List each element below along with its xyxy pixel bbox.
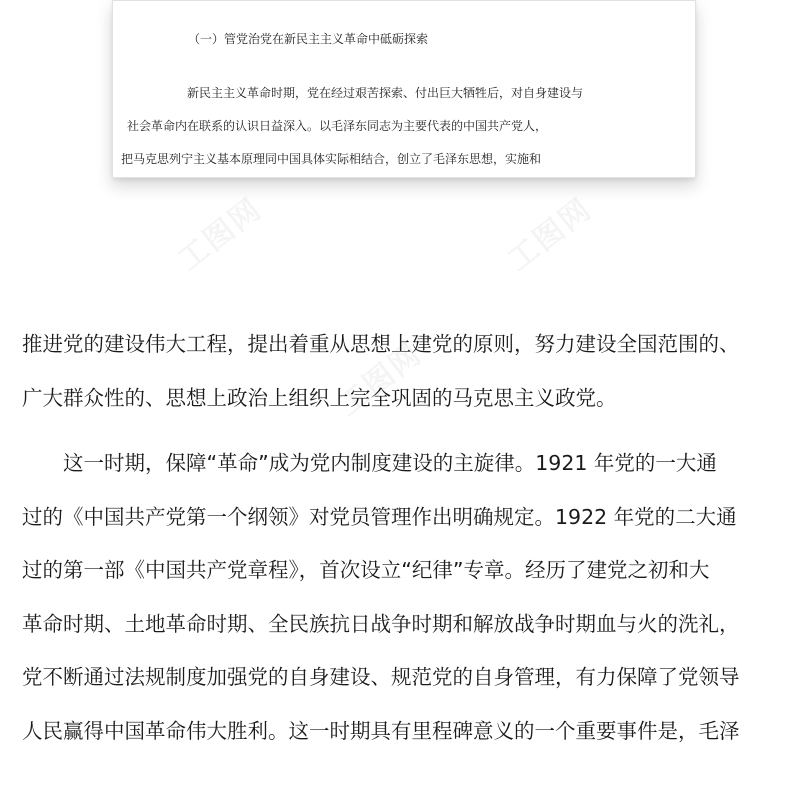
text-line: 推进党的建设伟大工程，提出着重从思想上建党的原则，努力建设全国范围的、 (22, 332, 740, 356)
text-line: 过的《中国共产党第一个纲领》对党员管理作出明确规定。1922 年党的二大通 (22, 504, 737, 529)
section-heading: （一）管党治党在新民主主义革命中砥砺探索 (188, 32, 429, 46)
watermark (497, 185, 600, 279)
preview-line: 社会革命内在联系的认识日益深入。以毛泽东同志为主要代表的中国共产党人， (127, 119, 548, 133)
text-line: 党不断通过法规制度加强党的自身建设、规范党的自身管理，有力保障了党领导 (22, 665, 740, 689)
text-line: 这一时期，保障“革命”成为党内制度建设的主旋律。1921 年党的一大通 (63, 451, 717, 475)
watermark (167, 185, 270, 279)
document-preview-card (112, 0, 696, 178)
text-line: 革命时期、土地革命时期、全民族抗日战争时期和解放战争时期血与火的洗礼， (22, 611, 740, 636)
document-body (22, 318, 782, 758)
preview-line: 新民主主义革命时期，党在经过艰苦探索、付出巨大牺牲后，对自身建设与 (187, 86, 584, 100)
text-line: 过的第一部《中国共产党章程》，首次设立“纪律”专章。经历了建党之初和大 (22, 558, 710, 582)
preview-line: 把马克思列宁主义基本原理同中国具体实际相结合，创立了毛泽东思想，实施和 (121, 152, 542, 166)
text-line: 人民赢得中国革命伟大胜利。这一时期具有里程碑意义的一个重要事件是，毛泽 (22, 718, 740, 743)
paragraph-1 (22, 318, 782, 425)
preview-paragraph (121, 77, 677, 176)
paragraph-2 (22, 437, 782, 758)
text-line: 广大群众性的、思想上政治上组织上完全巩固的马克思主义政党。 (22, 385, 617, 410)
